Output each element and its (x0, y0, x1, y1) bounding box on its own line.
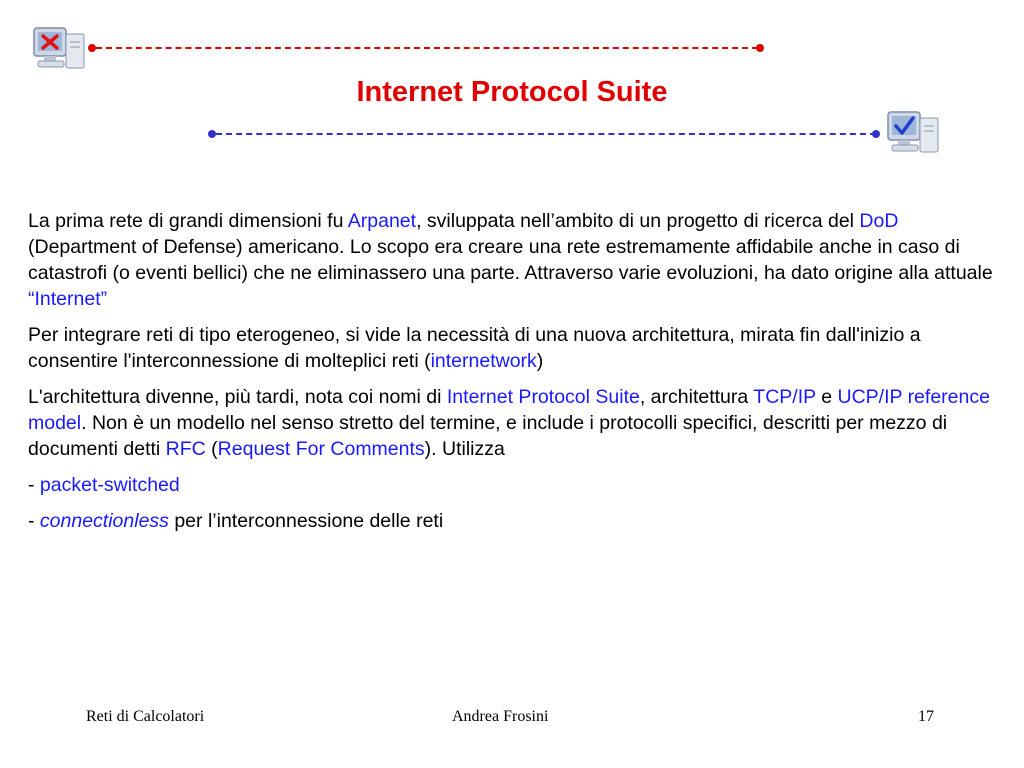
bottom-rule-start-dot (208, 130, 216, 138)
bullet-packet-switched (28, 472, 998, 498)
text-run: , architettura (639, 386, 754, 408)
highlight-arpanet: Arpanet (347, 210, 417, 232)
footer-course: Reti di Calcolatori (86, 708, 205, 725)
highlight-internet: “Internet” (28, 288, 108, 310)
text-run: e (815, 386, 838, 408)
highlight-internetwork: internetwork (430, 350, 537, 372)
text-run: , sviluppata nell’ambito di un progetto di ricerca del (416, 210, 860, 232)
highlight-ips: Internet Protocol Suite (446, 386, 640, 408)
top-dashed-rule (96, 47, 758, 49)
computer-check-icon (886, 108, 942, 160)
text-run: (Department of Defense) americano. Lo scopo era creare una rete estremamente affidabile anche in caso di catastrofi (o eventi bellici) che ne eliminassero una parte. Attraverso varie evoluzioni, ha dato origine alla attuale (28, 236, 993, 284)
computer-error-icon (32, 24, 88, 76)
top-rule-end-dot (756, 44, 764, 52)
slide-title (0, 76, 1024, 109)
paragraph-internetwork (28, 322, 998, 374)
highlight-dod: DoD (859, 210, 899, 232)
text-run: La prima rete di grandi dimensioni fu (28, 210, 348, 232)
highlight-packet-switched: packet-switched (39, 474, 180, 496)
bullet-connectionless (28, 508, 998, 534)
slide-body (28, 208, 998, 544)
text-run: ( (205, 438, 218, 460)
text-run: per l’interconnessione delle reti (168, 510, 444, 532)
bottom-rule-end-dot (872, 130, 880, 138)
bullet-dash: - (28, 510, 40, 532)
highlight-ucpip: UCP/IP reference model (28, 386, 990, 434)
text-run: ). Utilizza (424, 438, 505, 460)
top-rule-start-dot (88, 44, 96, 52)
text-run: L'architettura divenne, più tardi, nota coi nomi di (28, 386, 447, 408)
footer-page-number: 17 (918, 708, 934, 725)
bottom-dashed-rule (216, 133, 876, 135)
footer-author: Andrea Frosini (452, 708, 549, 725)
text-run: ) (536, 350, 544, 372)
highlight-tcpip: TCP/IP (753, 386, 816, 408)
bullet-dash: - (28, 474, 40, 496)
paragraph-arpanet (28, 208, 998, 312)
text-run: Per integrare reti di tipo eterogeneo, si vide la necessità di una nuova architettura, mirata fin dall'inizio a consentire l'interconnessione di molteplici reti ( (28, 324, 921, 372)
text-run: . Non è un modello nel senso stretto del termine, e include i protocolli specifici, descritti per mezzo di documenti detti (28, 412, 948, 460)
highlight-rfc: RFC (165, 438, 206, 460)
highlight-request-for-comments: Request For Comments (217, 438, 425, 460)
highlight-connectionless: connectionless (39, 510, 169, 532)
paragraph-architecture (28, 384, 998, 462)
slide-title-text: Internet Protocol Suite (356, 76, 668, 108)
